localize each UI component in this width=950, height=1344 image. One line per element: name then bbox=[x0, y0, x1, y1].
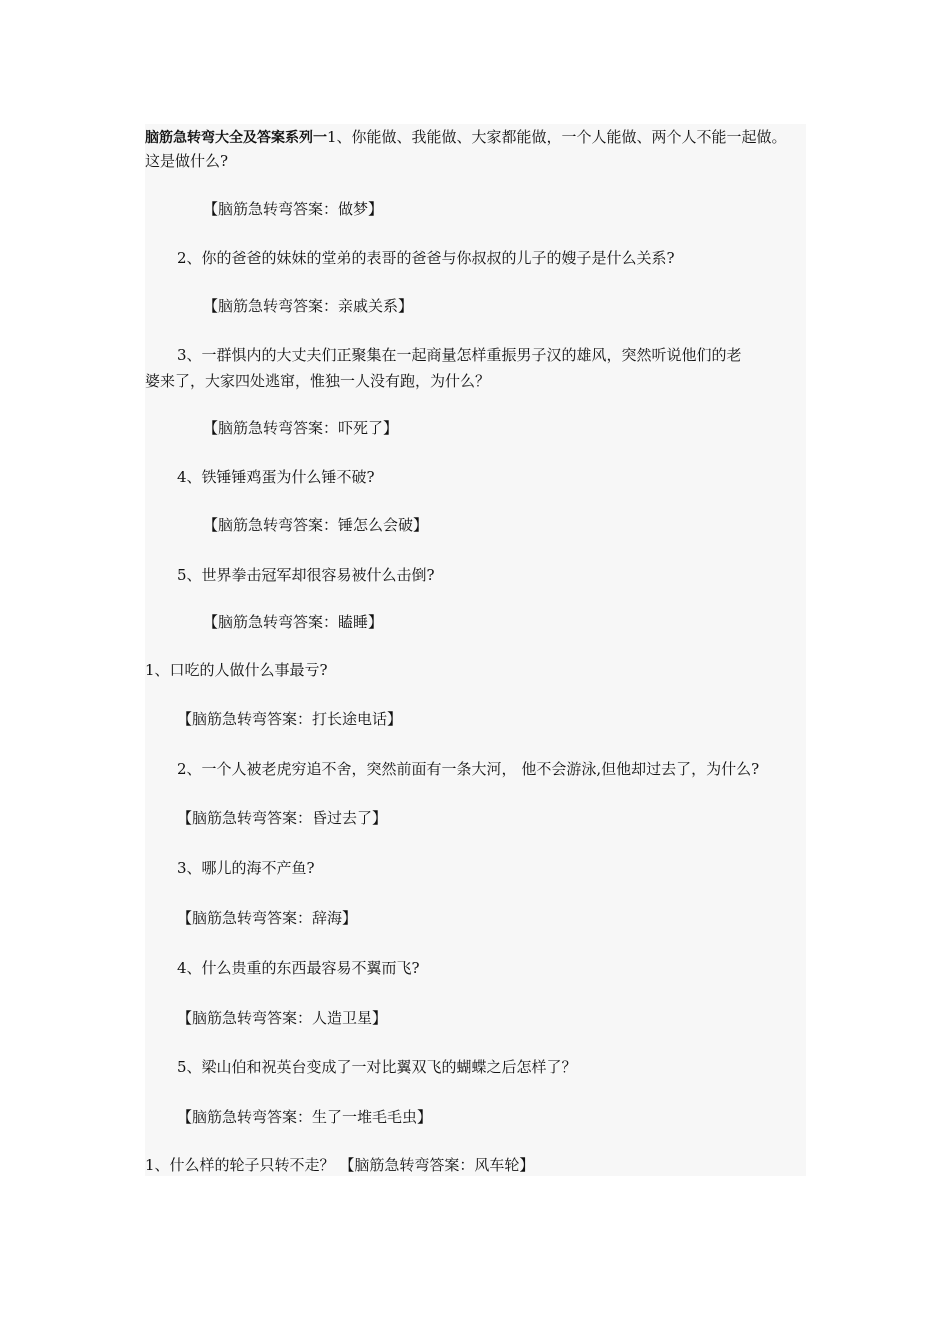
question-1: 1、你能做、我能做、大家都能做，一个人能做、两个人不能一起做。 bbox=[327, 128, 787, 146]
answer-6: 【脑筋急转弯答案：打长途电话】 bbox=[177, 710, 403, 728]
question-1-continued: 这是做什么? bbox=[145, 152, 229, 170]
answer-8: 【脑筋急转弯答案：辞海】 bbox=[177, 909, 358, 927]
answer-1: 【脑筋急转弯答案：做梦】 bbox=[203, 200, 384, 218]
question-6: 1、口吃的人做什么事最亏? bbox=[145, 661, 328, 679]
answer-9: 【脑筋急转弯答案：人造卫星】 bbox=[177, 1009, 388, 1027]
answer-10: 【脑筋急转弯答案：生了一堆毛毛虫】 bbox=[177, 1108, 433, 1126]
question-3: 3、一群惧内的大丈夫们正聚集在一起商量怎样重振男子汉的雄风，突然听说他们的老 bbox=[177, 346, 742, 364]
question-7: 2、一个人被老虎穷追不舍，突然前面有一条大河， 他不会游泳,但他却过去了，为什么? bbox=[177, 760, 760, 778]
document-title: 脑筋急转弯大全及答案系列一 bbox=[145, 130, 327, 146]
answer-4: 【脑筋急转弯答案：锤怎么会破】 bbox=[203, 516, 429, 534]
question-8: 3、哪儿的海不产鱼? bbox=[177, 859, 315, 877]
question-3-continued: 婆来了，大家四处逃窜，惟独一人没有跑，为什么？ bbox=[145, 372, 491, 390]
first-line bbox=[145, 125, 787, 150]
answer-3: 【脑筋急转弯答案：吓死了】 bbox=[203, 419, 399, 437]
question-10: 5、梁山伯和祝英台变成了一对比翼双飞的蝴蝶之后怎样了？ bbox=[177, 1058, 577, 1076]
document-body bbox=[145, 124, 806, 1176]
question-4: 4、铁锤锤鸡蛋为什么锤不破? bbox=[177, 468, 375, 486]
question-5: 5、世界拳击冠军却很容易被什么击倒? bbox=[177, 566, 435, 584]
answer-7: 【脑筋急转弯答案：昏过去了】 bbox=[177, 809, 388, 827]
answer-2: 【脑筋急转弯答案：亲戚关系】 bbox=[203, 297, 414, 315]
question-11: 1、什么样的轮子只转不走？ 【脑筋急转弯答案：风车轮】 bbox=[145, 1156, 535, 1174]
answer-5: 【脑筋急转弯答案：瞌睡】 bbox=[203, 613, 384, 631]
question-2: 2、你的爸爸的妹妹的堂弟的表哥的爸爸与你叔叔的儿子的嫂子是什么关系? bbox=[177, 249, 675, 267]
question-9: 4、什么贵重的东西最容易不翼而飞? bbox=[177, 959, 420, 977]
